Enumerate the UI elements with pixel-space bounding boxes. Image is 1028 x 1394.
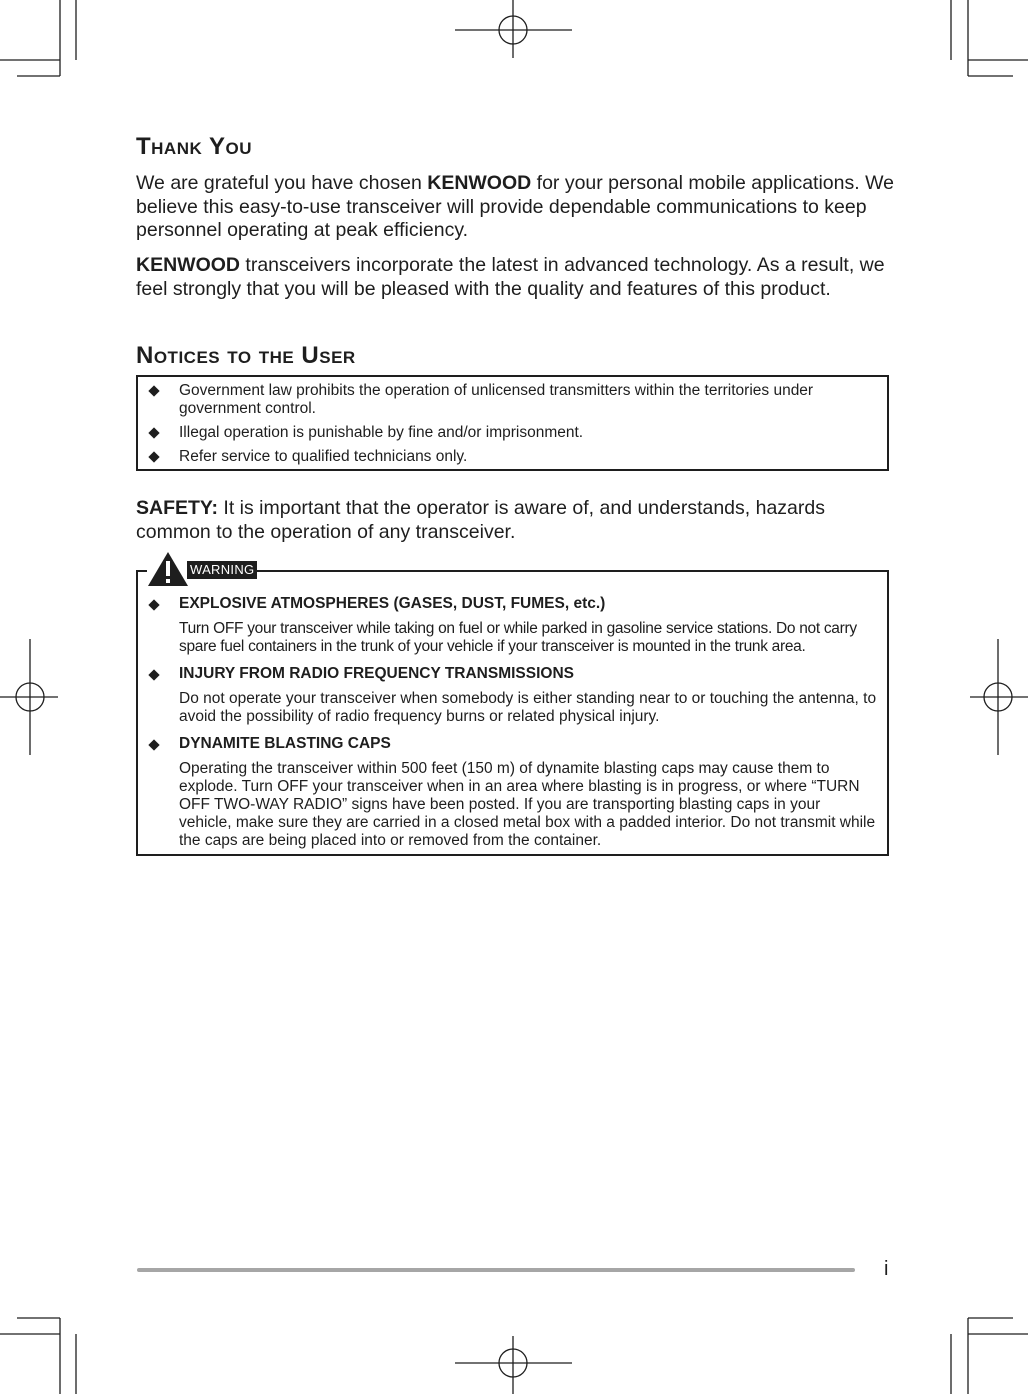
warning-item: [138, 734, 887, 850]
warning-item-body: Do not operate your transceiver when somebody is either standing near to or touching the antenna, to avoid the possibility of radio frequency burns or related physical injury.: [179, 690, 877, 725]
notice-item: Illegal operation is punishable by fine and/or imprisonment.: [138, 424, 887, 442]
diamond-bullet-icon: [148, 669, 159, 680]
page-number: i: [884, 1258, 889, 1280]
diamond-bullet-icon: [148, 451, 159, 462]
warning-item-body: Turn OFF your transceiver while taking on fuel or while parked in gasoline service stations. Do not carry spare fuel containers in the trunk of your vehicle if your transceiver is mounted in the trunk area.: [179, 620, 857, 655]
warning-item-title: EXPLOSIVE ATMOSPHERES (GASES, DUST, FUMES, etc.): [179, 595, 606, 612]
warning-box: [136, 570, 889, 856]
diamond-bullet-icon: [148, 385, 159, 396]
notice-item: Refer service to qualified technicians only.: [138, 448, 887, 466]
safety-paragraph: SAFETY: It is important that the operator is aware of, and understands, hazards common to the operation of any transceiver.: [136, 497, 825, 543]
warning-item: [138, 594, 887, 656]
thank-you-heading: Thank You: [136, 133, 253, 160]
warning-item: [138, 664, 887, 726]
warning-item-title: INJURY FROM RADIO FREQUENCY TRANSMISSIONS: [179, 665, 575, 682]
notices-box: [136, 375, 889, 471]
notice-item: Government law prohibits the operation of unlicensed transmitters within the territories under government control.: [138, 382, 887, 418]
thank-you-paragraph-2: KENWOOD transceivers incorporate the latest in advanced technology. As a result, we feel strongly that you will be pleased with the quality and features of this product.: [136, 254, 885, 300]
safety-label: SAFETY:: [136, 497, 218, 519]
notices-heading: Notices to the User: [136, 342, 356, 369]
warning-item-body: Operating the transceiver within 500 feet (150 m) of dynamite blasting caps may cause them to explode. Turn OFF your transceiver when in an area where blasting is in progress, or where “TURN OFF TWO-WAY RADIO” signs have been posted. If you are transporting blasting caps in your vehicle, make sure they are carried in a closed metal box with a padded interior. Do not transmit while the caps are being placed into or removed from the container.: [179, 760, 876, 849]
diamond-bullet-icon: [148, 739, 159, 750]
diamond-bullet-icon: [148, 599, 159, 610]
warning-label: WARNING: [187, 561, 257, 579]
warning-triangle-icon: [147, 551, 189, 587]
warning-badge: [147, 551, 255, 583]
brand-name: KENWOOD: [427, 172, 532, 194]
brand-name: KENWOOD: [136, 254, 240, 276]
footer-rule: [137, 1268, 855, 1272]
diamond-bullet-icon: [148, 427, 159, 438]
warning-item-title: DYNAMITE BLASTING CAPS: [179, 735, 391, 752]
thank-you-paragraph-1: We are grateful you have chosen KENWOOD for your personal mobile applications. We believe this easy-to-use transceiver will provide dependable communications to keep personnel operating at peak efficiency.: [136, 172, 894, 241]
